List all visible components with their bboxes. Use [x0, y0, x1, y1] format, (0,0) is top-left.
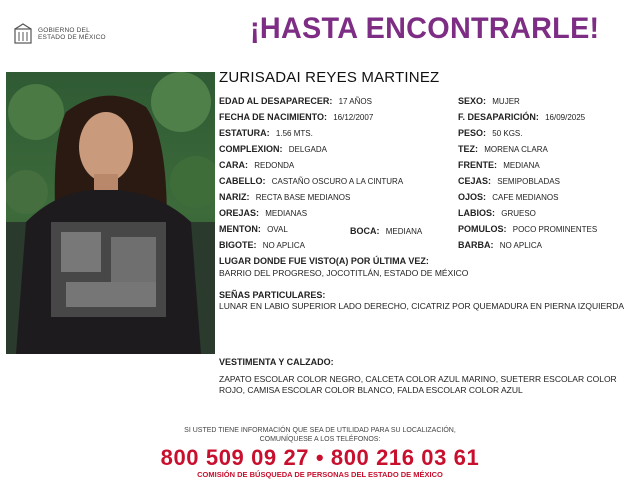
commission-footer: COMISIÓN DE BÚSQUEDA DE PERSONAS DEL ESTADO DE MÉXICO: [197, 470, 443, 479]
field-beard: [458, 240, 542, 250]
field-height: [219, 128, 313, 138]
missing-person-photo: [6, 72, 215, 354]
page-title: ¡HASTA ENCONTRARLE!: [250, 12, 600, 45]
logo-text: [38, 27, 106, 41]
field-label: MENTON:: [219, 224, 261, 234]
field-value: NO APLICA: [499, 241, 542, 250]
field-value: MEDIANA: [385, 227, 423, 236]
state-seal-icon: [12, 23, 34, 45]
clothing-text: ZAPATO ESCOLAR COLOR NEGRO, CALCETA COLOR AZUL MARINO, SUETERR ESCOLAR COLOR ROJO, CAMISA ESCOLAR COLOR BLANCO, FALDA ESCOLAR COLOR AZUL: [219, 374, 617, 395]
field-nose: [219, 192, 350, 202]
field-value: NO APLICA: [262, 241, 305, 250]
field-value: CASTAÑO OSCURO A LA CINTURA: [271, 177, 404, 186]
field-value: 17 AÑOS: [338, 97, 372, 106]
field-forehead: [458, 160, 540, 170]
clothing-title: VESTIMENTA Y CALZADO:: [219, 357, 334, 367]
field-hair: [219, 176, 403, 186]
info-line-1: SI USTED TIENE INFORMACIÓN QUE SEA DE UTILIDAD PARA SU LOCALIZACIÓN,: [184, 427, 456, 434]
field-label: LABIOS:: [458, 208, 495, 218]
field-value: GRUESO: [501, 209, 536, 218]
field-label: ESTATURA:: [219, 128, 270, 138]
person-name: ZURISADAI REYES MARTINEZ: [219, 69, 440, 86]
field-mustache: [219, 240, 305, 250]
field-value: MORENA CLARA: [484, 145, 548, 154]
field-label: BARBA:: [458, 240, 494, 250]
field-face: [219, 160, 294, 170]
field-value: SEMIPOBLADAS: [497, 177, 560, 186]
field-label: EDAD AL DESAPARECER:: [219, 96, 333, 106]
phone-numbers: 800 509 09 27 • 800 216 03 61: [160, 445, 480, 470]
field-label: TEZ:: [458, 144, 478, 154]
field-skin-tone: [458, 144, 548, 154]
field-cheekbones: [458, 224, 597, 234]
logo-line-2: ESTADO DE MÉXICO: [38, 34, 106, 41]
field-value: 16/12/2007: [333, 113, 374, 122]
field-age: [219, 96, 372, 106]
particular-marks-text: LUNAR EN LABIO SUPERIOR LADO DERECHO, CICATRIZ POR QUEMADURA EN PIERNA IZQUIERDA: [219, 301, 625, 311]
field-value: 16/09/2025: [545, 113, 586, 122]
field-label: FECHA DE NACIMIENTO:: [219, 112, 327, 122]
field-sex: [458, 96, 520, 106]
field-label: PESO:: [458, 128, 487, 138]
field-eyes: [458, 192, 558, 202]
field-mouth: [350, 226, 422, 236]
field-value: MEDIANAS: [265, 209, 308, 218]
field-label: BOCA:: [350, 226, 380, 236]
field-value: 1.56 MTS.: [275, 129, 313, 138]
field-label: OJOS:: [458, 192, 487, 202]
field-label: SEXO:: [458, 96, 487, 106]
last-seen-title: LUGAR DONDE FUE VISTO(A) POR ÚLTIMA VEZ:: [219, 256, 429, 266]
field-label: NARIZ:: [219, 192, 250, 202]
field-chin: [219, 224, 288, 234]
field-ears: [219, 208, 307, 218]
field-birthdate: [219, 112, 373, 122]
field-label: FRENTE:: [458, 160, 497, 170]
field-complexion: [219, 144, 327, 154]
field-value: CAFE MEDIANOS: [492, 193, 559, 202]
field-label: CEJAS:: [458, 176, 492, 186]
field-value: RECTA BASE MEDIANOS: [255, 193, 351, 202]
field-value: POCO PROMINENTES: [512, 225, 598, 234]
field-label: F. DESAPARICIÓN:: [458, 112, 539, 122]
info-line-2: COMUNÍQUESE A LOS TELÉFONOS:: [259, 436, 381, 443]
field-label: CARA:: [219, 160, 248, 170]
field-disappearance-date: [458, 112, 585, 122]
logo-line-1: GOBIERNO DEL: [38, 27, 90, 34]
field-label: COMPLEXION:: [219, 144, 283, 154]
field-value: REDONDA: [254, 161, 295, 170]
field-value: 50 KGS.: [492, 129, 523, 138]
field-value: MUJER: [492, 97, 520, 106]
last-seen-text: BARRIO DEL PROGRESO, JOCOTITLÁN, ESTADO DE MÉXICO: [219, 268, 469, 278]
particular-marks-title: SEÑAS PARTICULARES:: [219, 290, 326, 300]
field-label: POMULOS:: [458, 224, 507, 234]
field-value: DELGADA: [288, 145, 327, 154]
government-logo: [12, 22, 116, 46]
field-label: OREJAS:: [219, 208, 260, 218]
field-label: CABELLO:: [219, 176, 266, 186]
field-weight: [458, 128, 523, 138]
field-lips: [458, 208, 536, 218]
field-eyebrows: [458, 176, 560, 186]
field-value: OVAL: [267, 225, 288, 234]
field-label: BIGOTE:: [219, 240, 257, 250]
field-value: MEDIANA: [503, 161, 540, 170]
